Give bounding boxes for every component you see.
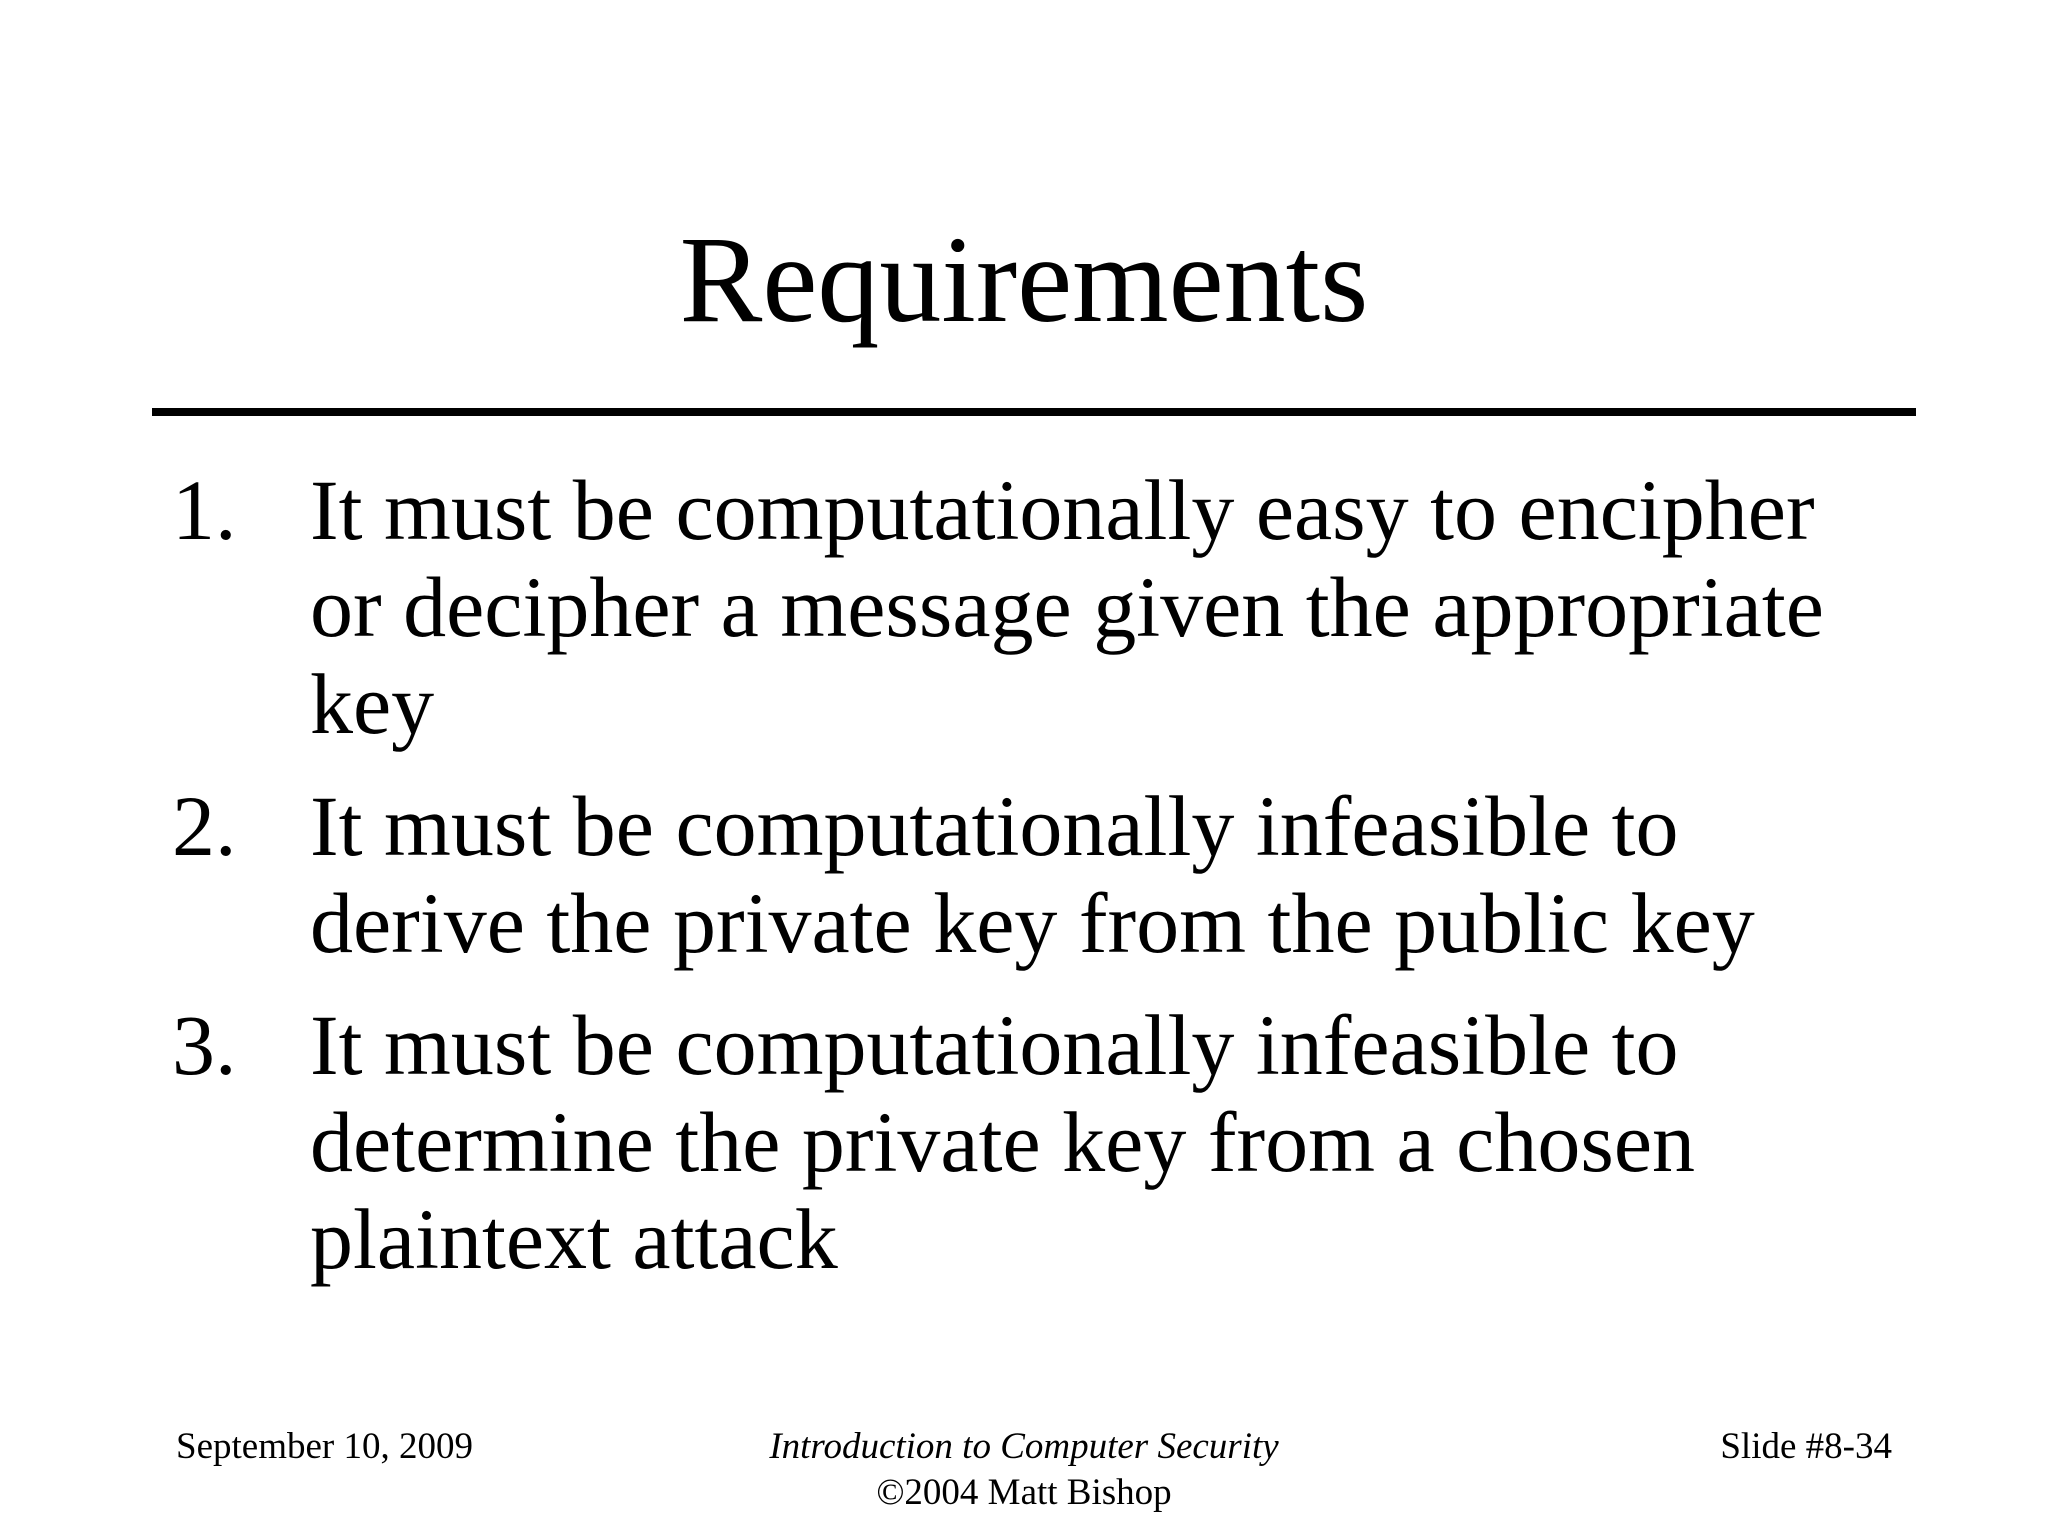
- list-item: [0, 778, 1870, 972]
- footer-course-title: Introduction to Computer Security: [769, 1426, 1279, 1467]
- slide-title: Requirements: [679, 211, 1369, 348]
- list-item: [0, 462, 1870, 753]
- list-item-number: 1.: [172, 462, 237, 558]
- list-item: [0, 997, 1870, 1288]
- list-item-text: It must be computationally infeasible to determine the private key from a chosen plaintext attack: [310, 997, 1695, 1287]
- list-item-text: It must be computationally infeasible to derive the private key from the public key: [310, 778, 1755, 971]
- footer-date: September 10, 2009: [176, 1426, 473, 1467]
- list-item-number: 2.: [172, 778, 237, 874]
- list-item-number: 3.: [172, 997, 237, 1093]
- footer-slide-number: Slide #8-34: [1720, 1426, 1892, 1467]
- footer-copyright: ©2004 Matt Bishop: [876, 1472, 1172, 1513]
- title-divider: [152, 408, 1916, 416]
- list-item-text: It must be computationally easy to encipher or decipher a message given the appropriate key: [310, 462, 1824, 752]
- requirements-list: [0, 462, 2048, 1313]
